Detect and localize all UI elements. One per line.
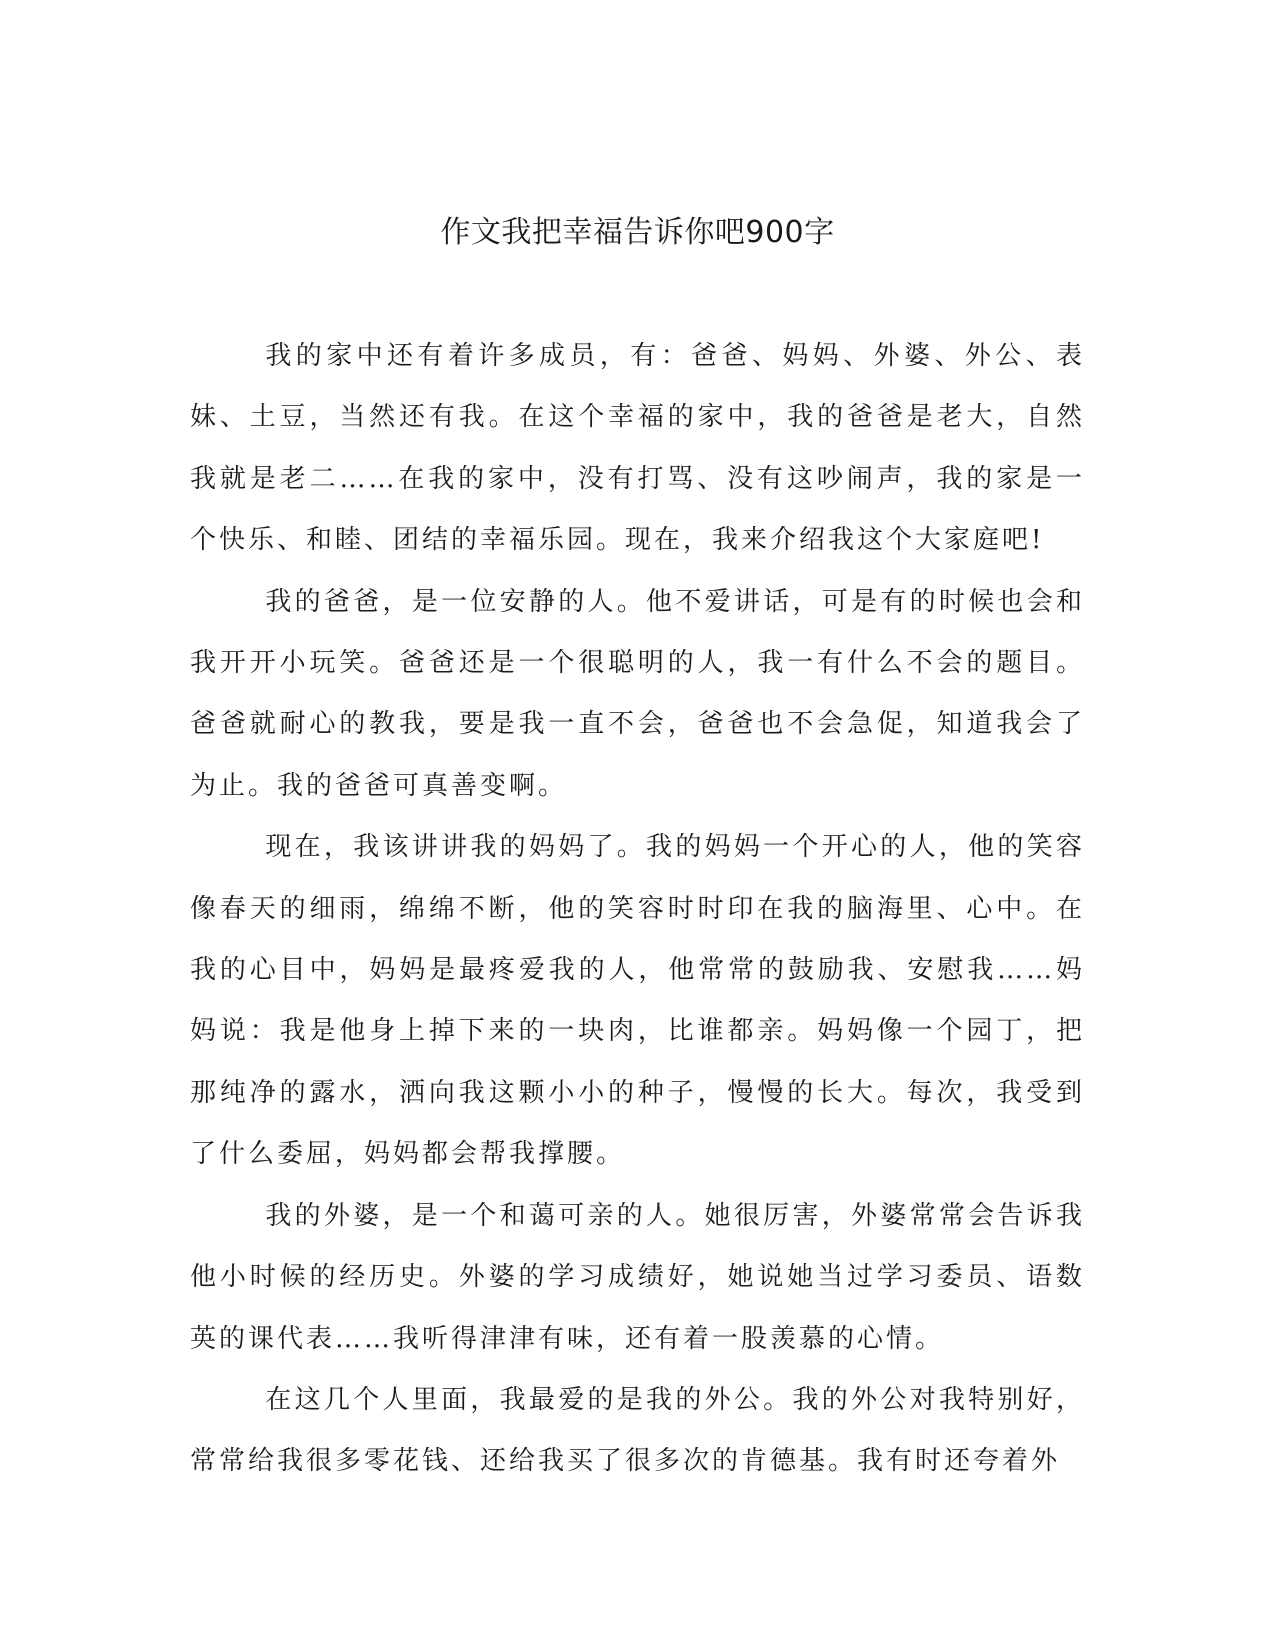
document-title: 作文我把幸福告诉你吧900字 <box>440 215 835 250</box>
paragraph-mother: 现在，我该讲讲我的妈妈了。我的妈妈一个开心的人，他的笑容像春天的细雨，绵绵不断，他的笑容时时印在我的脑海里、心中。在我的心目中，妈妈是最疼爱我的人，他常常的鼓励我、安慰我……妈妈说：我是他身上掉下来的一块肉，比谁都亲。妈妈像一个园丁，把那纯净的露水，洒向我这颗小小的种子，慢慢的长大。每次，我受到了什么委屈，妈妈都会帮我撑腰。 <box>190 832 1085 1170</box>
paragraph-grandfather: 在这几个人里面，我最爱的是我的外公。我的外公对我特别好，常常给我很多零花钱、还给我买了很多次的肯德基。我有时还夸着外 <box>190 1384 1085 1477</box>
document-body <box>190 326 1085 1493</box>
paragraph-family-intro: 我的家中还有着许多成员，有：爸爸、妈妈、外婆、外公、表妹、土豆，当然还有我。在这个幸福的家中，我的爸爸是老大，自然我就是老二……在我的家中，没有打骂、没有这吵闹声，我的家是一个快乐、和睦、团结的幸福乐园。现在，我来介绍我这个大家庭吧! <box>190 341 1085 556</box>
paragraph-father: 我的爸爸，是一位安静的人。他不爱讲话，可是有的时候也会和我开开小玩笑。爸爸还是一个很聪明的人，我一有什么不会的题目。爸爸就耐心的教我，要是我一直不会，爸爸也不会急促，知道我会了为止。我的爸爸可真善变啊。 <box>190 586 1085 801</box>
paragraph-grandmother: 我的外婆，是一个和蔼可亲的人。她很厉害，外婆常常会告诉我他小时候的经历史。外婆的学习成绩好，她说她当过学习委员、语数英的课代表……我听得津津有味，还有着一股羡慕的心情。 <box>190 1200 1085 1354</box>
